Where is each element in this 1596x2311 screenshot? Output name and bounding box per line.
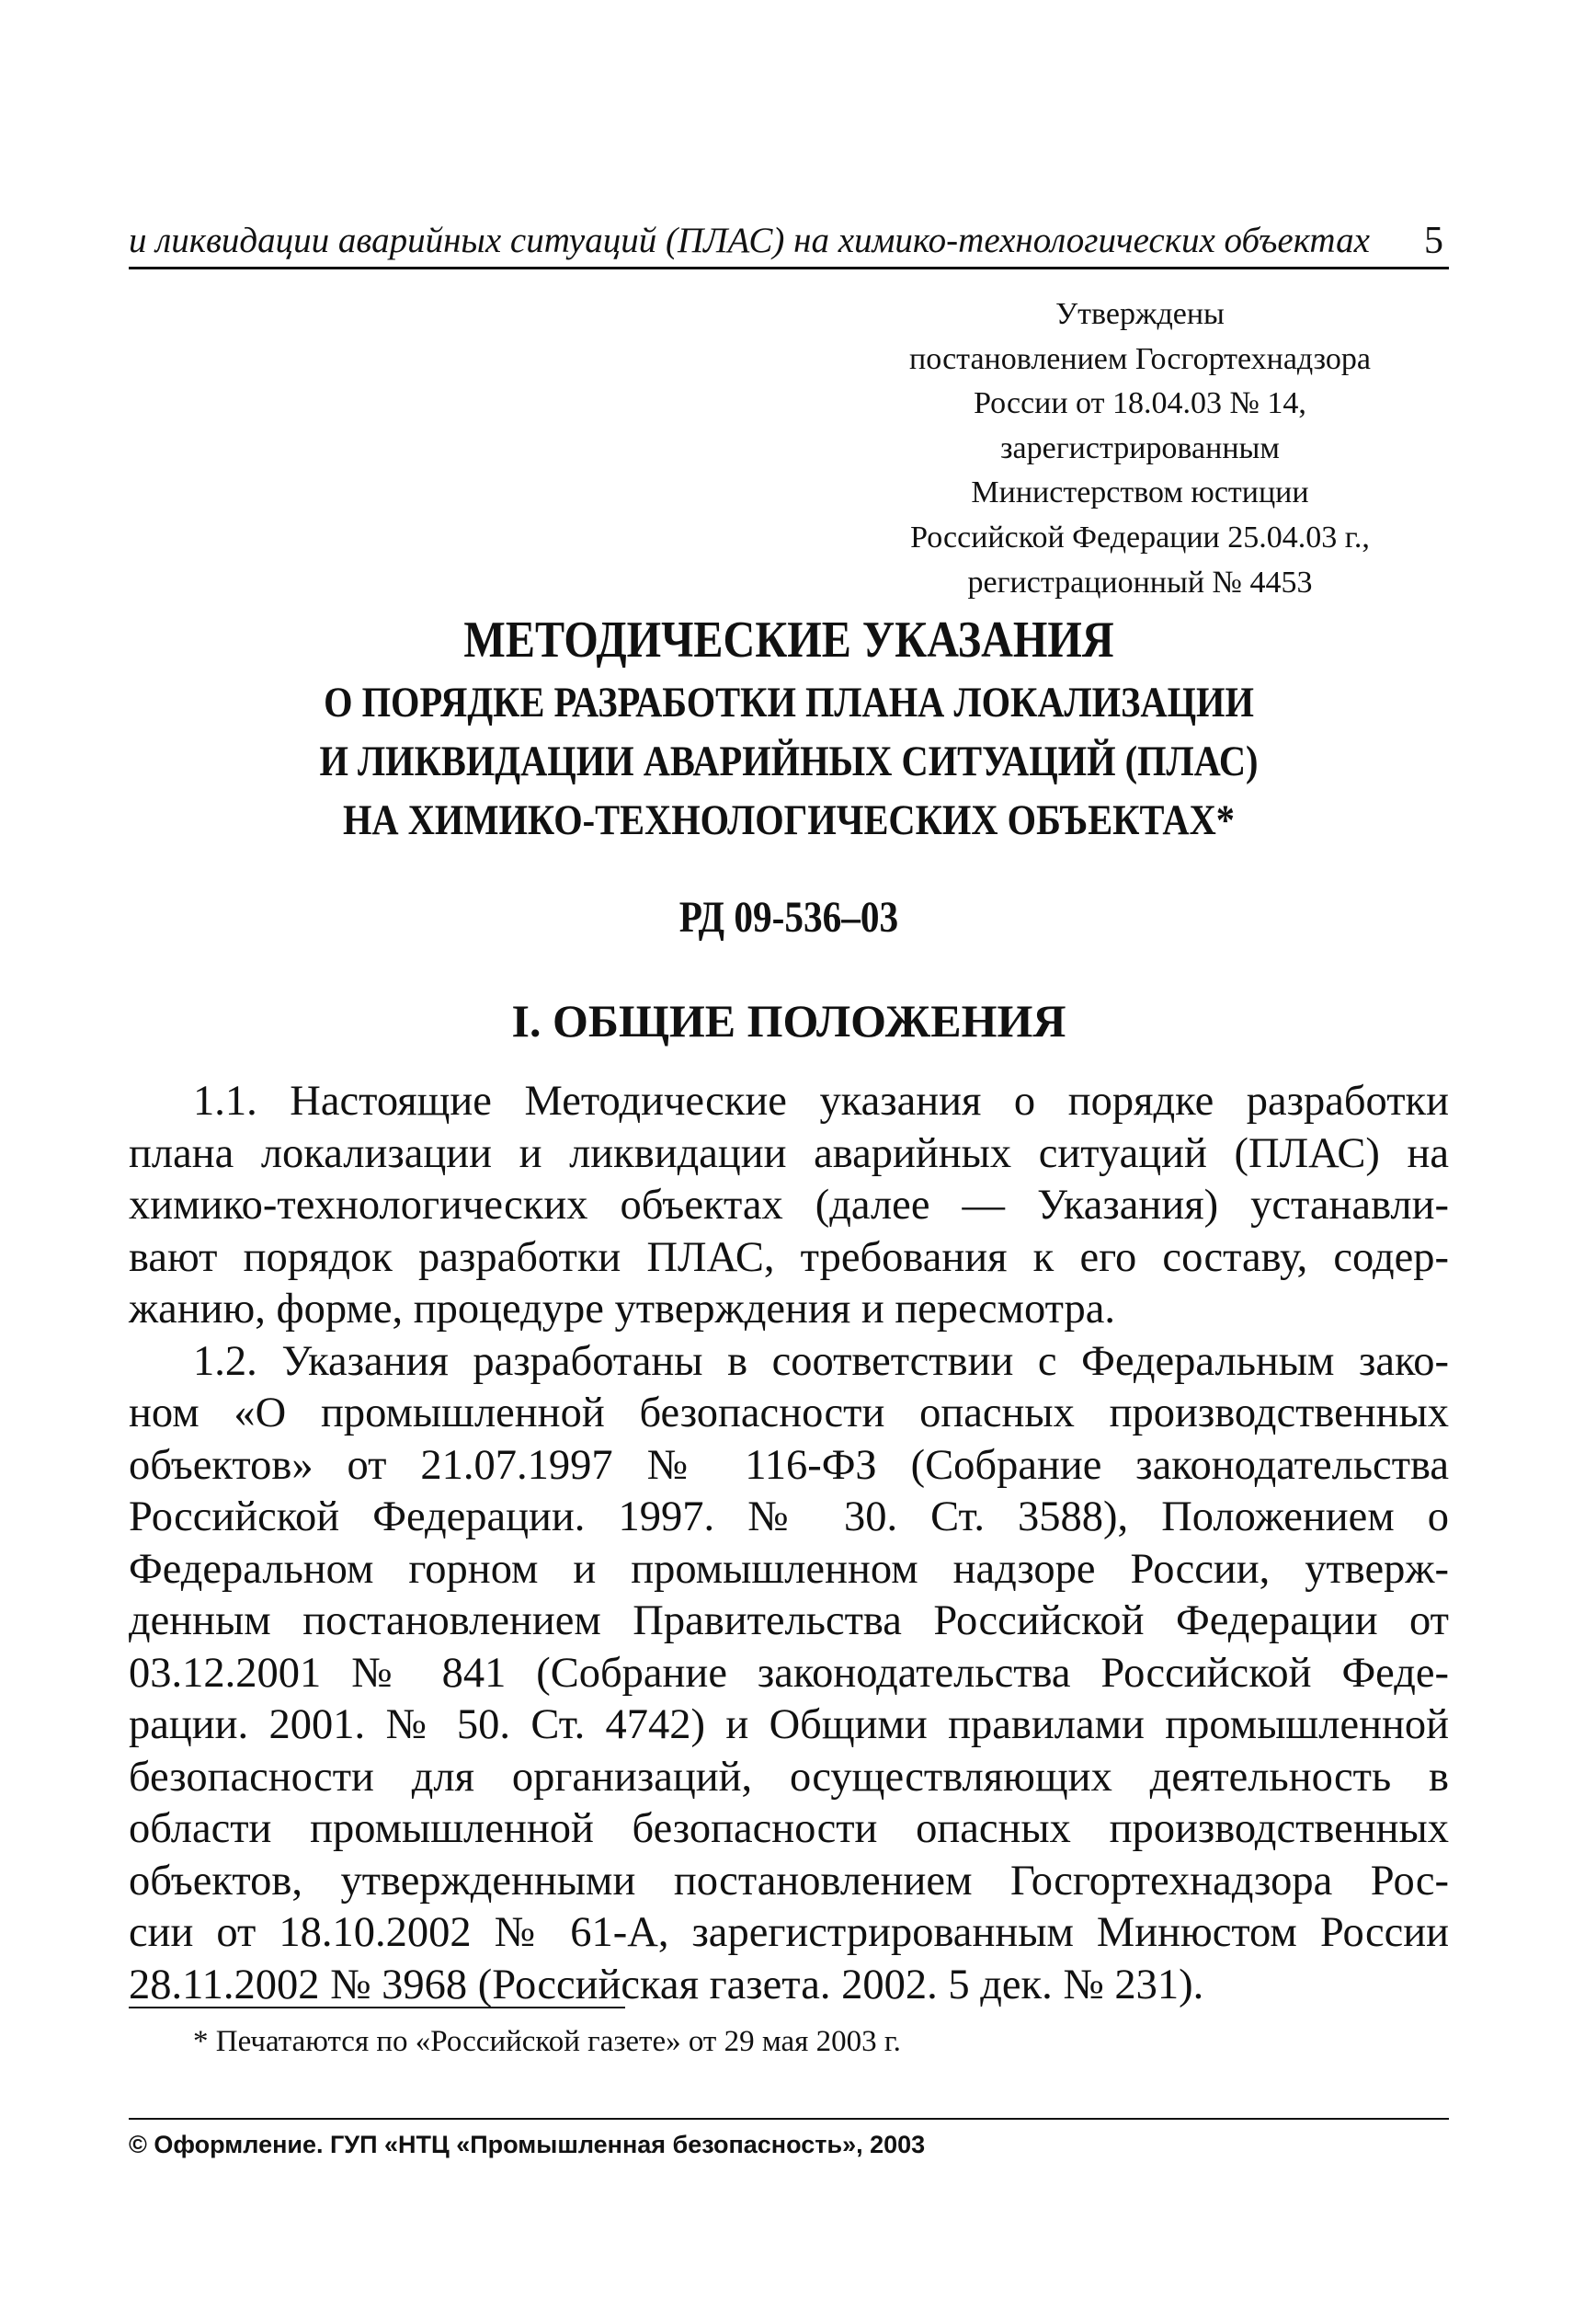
text-line: 1.1. Настоящие Методические указания о порядке разработки bbox=[193, 1078, 1449, 1125]
page-number: 5 bbox=[1424, 220, 1443, 262]
running-header bbox=[129, 219, 1449, 269]
text-line: 03.12.2001 № 841 (Собрание законодательства Российской Феде- bbox=[129, 1649, 1449, 1697]
text-line: безопасности для организаций, осуществляющих деятельность в bbox=[129, 1753, 1449, 1801]
text-line: денным постановлением Правительства Российской Федерации от bbox=[129, 1597, 1449, 1644]
text-line: Российской Федерации. 1997. № 30. Ст. 3588), Положением о bbox=[129, 1493, 1449, 1540]
approval-line: Утверждены bbox=[1055, 297, 1225, 331]
paragraph-1-1 bbox=[129, 1076, 1449, 1336]
text-line: плана локализации и ликвидации аварийных ситуаций (ПЛАС) на bbox=[129, 1129, 1449, 1177]
approval-line: зарегистрированным bbox=[1000, 430, 1280, 465]
text-line: рации. 2001. № 50. Ст. 4742) и Общими правилами промышленной bbox=[129, 1701, 1449, 1748]
document-code: РД 09-536–03 bbox=[678, 893, 899, 942]
approval-stamp bbox=[846, 292, 1434, 605]
text-line: сии от 18.10.2002 № 61-А, зарегистрированным Минюстом России bbox=[129, 1909, 1449, 1956]
paragraph-1-2 bbox=[129, 1336, 1449, 2012]
body-text bbox=[129, 1076, 1449, 2011]
approval-line: Министерством юстиции bbox=[971, 475, 1309, 510]
running-title: и ликвидации аварийных ситуаций (ПЛАС) на химико-технологических объектах bbox=[129, 221, 1370, 260]
text-line: объектов, утвержденными постановлением Госгортехнадзора Рос- bbox=[129, 1857, 1449, 1905]
text-line: Федеральном горном и промышленном надзоре России, утверж- bbox=[129, 1545, 1449, 1593]
text-line: области промышленной безопасности опасных производственных bbox=[129, 1805, 1449, 1852]
text-line: 1.2. Указания разработаны в соответствии с Федеральным зако- bbox=[193, 1337, 1449, 1385]
approval-line: регистрационный № 4453 bbox=[967, 565, 1313, 600]
approval-line: Российской Федерации 25.04.03 г., bbox=[910, 520, 1370, 555]
copyright-divider bbox=[129, 2118, 1449, 2120]
text-line: вают порядок разработки ПЛАС, требования к его составу, содер- bbox=[129, 1233, 1449, 1281]
document-title-line: И ЛИКВИДАЦИИ АВАРИЙНЫХ СИТУАЦИЙ (ПЛАС) bbox=[319, 738, 1259, 785]
text-line: ном «О промышленной безопасности опасных производственных bbox=[129, 1390, 1449, 1436]
text-line: объектов» от 21.07.1997 № 116-ФЗ (Собрание законодательства bbox=[129, 1441, 1449, 1489]
section-heading: I. ОБЩИЕ ПОЛОЖЕНИЯ bbox=[511, 995, 1066, 1047]
document-title bbox=[222, 607, 1357, 850]
document-title-main: МЕТОДИЧЕСКИЕ УКАЗАНИЯ bbox=[463, 612, 1114, 669]
text-line: 28.11.2002 № 3968 (Российская газета. 2002. 5 дек. № 231). bbox=[129, 1961, 1204, 2008]
copyright-notice: © Оформление. ГУП «НТЦ «Промышленная безопасность», 2003 bbox=[129, 2131, 926, 2158]
text-line: химико-технологических объектах (далее — Указания) устанавли- bbox=[129, 1182, 1449, 1229]
document-title-line: О ПОРЯДКЕ РАЗРАБОТКИ ПЛАНА ЛОКАЛИЗАЦИИ bbox=[324, 679, 1254, 726]
footnote-divider bbox=[129, 2007, 625, 2008]
approval-line: постановлением Госгортехнадзора bbox=[909, 341, 1371, 376]
text-line: жанию, форме, процедуре утверждения и пересмотра. bbox=[129, 1286, 1116, 1333]
footnote: * Печатаются по «Российской газете» от 29 мая 2003 г. bbox=[193, 2025, 901, 2058]
approval-line: России от 18.04.03 № 14, bbox=[974, 386, 1306, 421]
document-title-line: НА ХИМИКО-ТЕХНОЛОГИЧЕСКИХ ОБЪЕКТАХ* bbox=[342, 796, 1236, 844]
